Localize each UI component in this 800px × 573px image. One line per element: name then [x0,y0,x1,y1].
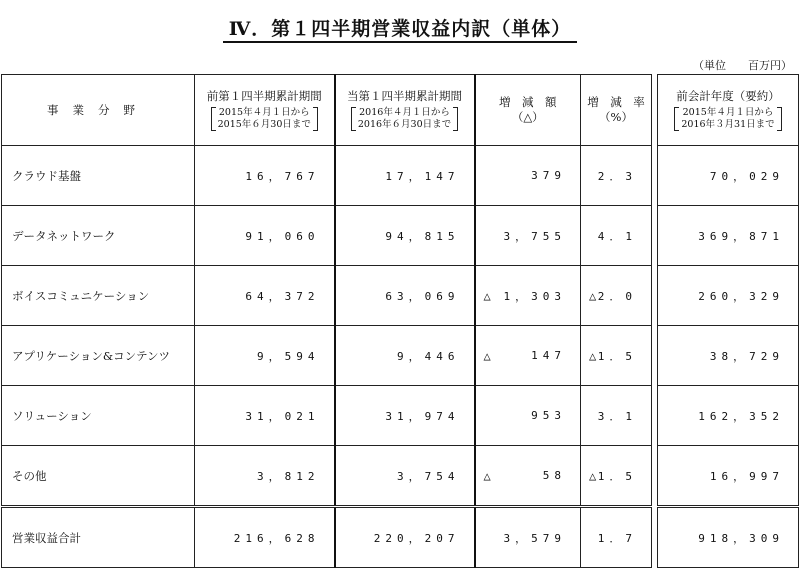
segment-name: ボイスコミュニケーション [2,266,195,326]
header-diff: 増 減 額 （△） [475,75,581,146]
table-row [2,206,799,266]
prev-fy-cell [658,266,799,326]
rate-cell-value: 2．0 [597,289,637,303]
current-period-cell-value: 3，754 [397,469,460,483]
negative-mark: △ [483,288,496,303]
current-period-cell [335,386,475,446]
current-period-cell [335,507,475,568]
prev-period-cell-value: 91，060 [245,229,320,243]
rate-cell [581,386,652,446]
rate-cell [581,146,652,206]
rate-cell-value: 1．7 [597,531,637,545]
prev-period-cell [195,386,335,446]
prev-period-cell-value: 9，594 [257,349,320,363]
header-rate: 増 減 率 （%） [581,75,652,146]
diff-cell [475,386,581,446]
rate-cell-value: 1．5 [597,469,637,483]
diff-cell-value: 3，579 [503,531,566,545]
negative-mark: △ [589,288,602,303]
table-row [2,326,799,386]
prev-fy-cell [658,146,799,206]
prev-fy-cell-value: 38，729 [709,349,784,363]
diff-cell-value: 58 [542,469,566,482]
revenue-table [1,74,799,568]
current-period-cell [335,266,475,326]
table-row [2,266,799,326]
prev-fy-cell-value: 162，352 [698,409,784,423]
diff-cell [475,206,581,266]
prev-period-cell [195,206,335,266]
current-period-cell [335,146,475,206]
rate-cell-value: 1．5 [597,349,637,363]
current-period-cell [335,446,475,507]
prev-period-cell [195,446,335,507]
rate-cell [581,206,652,266]
prev-fy-cell-value: 16，997 [709,469,784,483]
prev-fy-cell [658,326,799,386]
rate-cell-value: 3．1 [597,409,637,423]
segment-name: データネットワーク [2,206,195,266]
prev-fy-cell [658,446,799,507]
unit-note: （単位 百万円） [693,59,792,72]
rate-cell [581,266,652,326]
prev-fy-cell-value: 369，871 [698,229,784,243]
diff-cell-value: 147 [531,349,566,362]
total-row [2,507,799,568]
prev-period-cell-value: 3，812 [257,469,320,483]
prev-period-cell-value: 31，021 [245,409,320,423]
current-period-cell-value: 17，147 [385,169,460,183]
negative-mark: △ [483,468,496,483]
segment-name: その他 [2,446,195,507]
rate-cell [581,446,652,507]
current-period-cell-value: 94，815 [385,229,460,243]
current-period-cell-value: 63，069 [385,289,460,303]
table-row [2,386,799,446]
segment-name: 営業収益合計 [2,507,195,568]
prev-fy-cell [658,206,799,266]
diff-cell-value: 3，755 [503,229,566,243]
current-period-cell-value: 9，446 [397,349,460,363]
diff-cell-value: 379 [531,169,566,182]
segment-name: クラウド基盤 [2,146,195,206]
table-row [2,146,799,206]
current-period-cell-value: 31，974 [385,409,460,423]
prev-period-cell-value: 216，628 [233,531,320,545]
current-period-cell-value: 220，207 [373,531,460,545]
rate-cell-value: 2．3 [597,169,637,183]
header-segment: 事業分野 [2,75,195,146]
diff-cell [475,146,581,206]
current-period-cell [335,206,475,266]
negative-mark: △ [589,348,602,363]
rate-cell [581,507,652,568]
prev-fy-cell [658,507,799,568]
prev-period-cell [195,507,335,568]
prev-fy-cell-value: 918，309 [698,531,784,545]
negative-mark: △ [483,348,496,363]
header-current-period: 当第１四半期累計期間 2016年４月１日から 2016年６月30日まで [335,75,475,146]
prev-fy-cell-value: 70，029 [709,169,784,183]
page-title: Ⅳ．第１四半期営業収益内訳（単体） [0,14,800,41]
table-row [2,446,799,507]
prev-period-cell [195,146,335,206]
negative-mark: △ [589,468,602,483]
prev-period-cell [195,326,335,386]
diff-cell [475,446,581,507]
diff-cell [475,326,581,386]
segment-name: アプリケーション&コンテンツ [2,326,195,386]
diff-cell [475,266,581,326]
header-row [2,75,799,146]
prev-period-cell [195,266,335,326]
prev-period-cell-value: 16，767 [245,169,320,183]
prev-fy-cell-value: 260，329 [698,289,784,303]
header-prev-fy: 前会計年度（要約） 2015年４月１日から 2016年３月31日まで [658,75,799,146]
diff-cell [475,507,581,568]
prev-fy-cell [658,386,799,446]
header-prev-period: 前第１四半期累計期間 2015年４月１日から 2015年６月30日まで [195,75,335,146]
segment-name: ソリューション [2,386,195,446]
current-period-cell [335,326,475,386]
diff-cell-value: 1，303 [503,289,566,303]
rate-cell-value: 4．1 [597,229,637,243]
rate-cell [581,326,652,386]
prev-period-cell-value: 64，372 [245,289,320,303]
diff-cell-value: 953 [531,409,566,422]
